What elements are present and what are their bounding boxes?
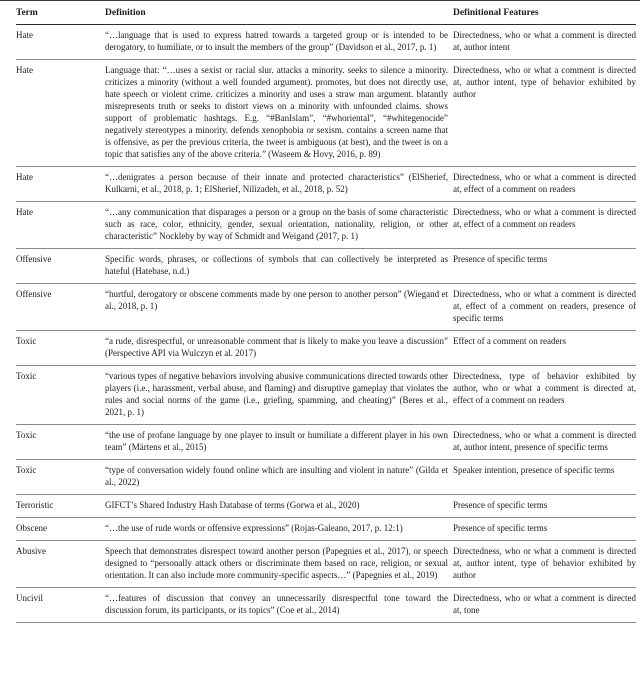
term-cell: Hate xyxy=(16,172,33,182)
definition-cell: “…denigrates a person because of their innate and protected characteristics” (ElSherief, Kulkarni, et al., 2018, p. 1; ElSherief, Nilizadeh, et al., 2018, p. 52) xyxy=(105,172,448,194)
column-header-definitional-features: Definitional Features xyxy=(453,8,539,18)
features-cell: Directedness, who or what a comment is directed at, effect of a comment on readers, presence of specific terms xyxy=(453,289,636,323)
table-row xyxy=(16,249,636,284)
features-cell: Directedness, who or what a comment is directed at, author intent, type of behavior exhibited by author xyxy=(453,546,636,580)
table-row xyxy=(16,284,636,331)
table-row xyxy=(16,366,636,425)
definition-cell: GIFCT’s Shared Industry Hash Database of terms (Gorwa et al., 2020) xyxy=(105,500,360,510)
features-cell: Directedness, who or what a comment is directed at, tone xyxy=(453,593,636,615)
table-row xyxy=(16,460,636,495)
term-cell: Abusive xyxy=(16,546,46,556)
definition-cell: “the use of profane language by one player to insult or humiliate a different player in his own team” (Märtens et al., 2015) xyxy=(105,430,448,452)
term-cell: Toxic xyxy=(16,371,37,381)
features-cell: Presence of specific terms xyxy=(453,254,548,264)
features-cell: Presence of specific terms xyxy=(453,500,548,510)
term-cell: Hate xyxy=(16,65,33,75)
column-header-definition: Definition xyxy=(105,8,146,18)
definition-cell: “hurtful, derogatory or obscene comments made by one person to another person” (Wiegand et al., 2018, p. 1) xyxy=(105,289,448,311)
term-cell: Offensive xyxy=(16,254,52,264)
definition-cell: “type of conversation widely found online which are insulting and violent in nature” (Gilda et al., 2022) xyxy=(105,465,448,487)
features-cell: Directedness, who or what a comment is directed at, author intent, presence of specific terms xyxy=(453,430,636,452)
definition-cell: “…features of discussion that convey an unnecessarily disrespectful tone toward the discussion forum, its participants, or its topics” (Coe et al., 2014) xyxy=(105,593,448,615)
features-cell: Directedness, who or what a comment is directed at, effect of a comment on readers xyxy=(453,207,636,229)
table-row xyxy=(16,425,636,460)
features-cell: Directedness, who or what a comment is directed at, author intent, type of behavior exhibited by author xyxy=(453,65,636,99)
features-cell: Directedness, who or what a comment is directed at, author intent xyxy=(453,30,636,52)
term-cell: Toxic xyxy=(16,430,37,440)
definition-cell: “various types of negative behaviors involving abusive communications directed towards other players (i.e., harassment, verbal abuse, and flaming) and disruptive gameplay that violates the rules and social norms of the game (i.e., griefing, spamming, and cheating)” (Beres et al., 2021, p. 1) xyxy=(105,371,448,417)
features-cell: Directedness, type of behavior exhibited by author, who or what a comment is directed at, effect of a comment on readers xyxy=(453,371,636,405)
table-header-row xyxy=(16,1,636,25)
definition-cell: “…any communication that disparages a person or a group on the basis of some characteristic such as race, color, ethnicity, gender, sexual orientation, nationality, religion, or other characteristic” Nockleby by way of Schmidt and Weigand (2017, p. 1) xyxy=(105,207,448,241)
features-cell: Speaker intention, presence of specific terms xyxy=(453,465,615,475)
definition-cell: “…language that is used to express hatred towards a targeted group or is intended to be derogatory, to humiliate, or to insult the members of the group” (Davidson et al., 2017, p. 1) xyxy=(105,30,448,52)
definition-cell: “a rude, disrespectful, or unreasonable comment that is likely to make you leave a discussion” (Perspective API via Wulczyn et al. 2017) xyxy=(105,336,448,358)
table-row xyxy=(16,202,636,249)
features-cell: Directedness, who or what a comment is directed at, effect of a comment on readers xyxy=(453,172,636,194)
features-cell: Effect of a comment on readers xyxy=(453,336,567,346)
table-row xyxy=(16,25,636,60)
table-row xyxy=(16,518,636,541)
table-row xyxy=(16,60,636,167)
table-row xyxy=(16,331,636,366)
features-cell: Presence of specific terms xyxy=(453,523,548,533)
table-row xyxy=(16,495,636,518)
term-cell: Toxic xyxy=(16,465,37,475)
definition-cell: Specific words, phrases, or collections of symbols that can collectively be interpreted as hateful (Hatebase, n.d.) xyxy=(105,254,448,276)
term-cell: Obscene xyxy=(16,523,47,533)
column-header-term: Term xyxy=(16,8,38,18)
definition-cell: “…the use of rude words or offensive expressions” (Rojas-Galeano, 2017, p. 12:1) xyxy=(105,523,403,533)
table-row xyxy=(16,588,636,623)
term-cell: Offensive xyxy=(16,289,52,299)
table-row xyxy=(16,167,636,202)
term-cell: Hate xyxy=(16,30,33,40)
term-cell: Uncivil xyxy=(16,593,43,603)
definition-cell: Language that: “…uses a sexist or racial slur. attacks a minority. seeks to silence a minority. criticizes a minority (without a well founded argument). promotes, but does not directly use, hate speech or violent crime. criticizes a minority and uses a straw man argument. blatantly misrepresents truth or seeks to distort views on a minority with unfounded claims. shows support of problematic hashtags. E.g. “#BanIslam”, “#whoriental”, “#whitegenocide” negatively stereotypes a minority. defends xenophobia or sexism. contains a screen name that is offensive, as per the previous criteria, the tweet is ambiguous (at best), and the tweet is on a topic that satisfies any of the above criteria.” (Waseem & Hovy, 2016, p. 89) xyxy=(105,65,448,159)
term-cell: Terroristic xyxy=(16,500,54,510)
definition-cell: Speech that demonstrates disrespect toward another person (Papegnies et al., 2017), or speech designed to “personally attack others or discriminate them based on race, religion, or sexual orientation. It can also include more community-specific aspects…” (Papegnies et al., 2019) xyxy=(105,546,448,580)
term-cell: Toxic xyxy=(16,336,37,346)
term-cell: Hate xyxy=(16,207,33,217)
table-row xyxy=(16,541,636,588)
